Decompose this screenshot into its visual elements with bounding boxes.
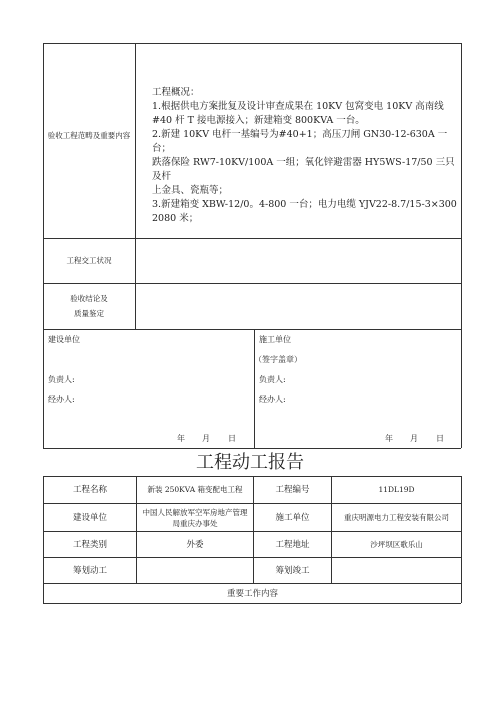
- conclusion-label: [46, 293, 132, 319]
- report-border-right: [461, 476, 462, 603]
- project-number-value: 11DL19D: [378, 485, 415, 494]
- overview-line: 1.根据供电方案批复及设计审查成果在 10KV 包窝变电 10KV 高南线: [152, 101, 444, 112]
- work-content-label: 重要工作内容: [226, 588, 278, 599]
- scope-label: 验收工程范畴及重要内容: [47, 131, 131, 140]
- left-principal-label: 负责人:: [48, 375, 75, 384]
- overview-line: 跌落保险 RW7-10KV/100A 一组；氧化锌避雷器 HY5WS-17/50 三只及杆: [152, 157, 455, 182]
- planned-start-label: 筹划动工: [72, 565, 107, 576]
- overview-line: #40 杆 T 接电源接入；新建箱变 800KVA 一台。: [152, 115, 365, 126]
- contractor-value: 重庆明源电力工程安装有限公司: [344, 512, 449, 522]
- left-handler-label: 经办人:: [48, 395, 75, 404]
- project-overview: [152, 86, 457, 226]
- right-month: 月: [410, 434, 418, 443]
- construction-unit-label: 建设单位: [72, 512, 107, 523]
- planned-completion-value: [332, 558, 461, 583]
- contractor-unit-label: 施工单位: [259, 335, 291, 344]
- conclusion-label-line-1: 验收结论及: [70, 294, 108, 303]
- label-column-divider: [135, 43, 136, 329]
- project-address-label: 工程地址: [275, 539, 310, 550]
- conclusion-label-line-2: 质量鉴定: [74, 309, 104, 318]
- overview-line: 上金具、瓷瓶等；: [152, 185, 229, 196]
- table-border-top: [43, 43, 461, 44]
- construction-unit-value: 中国人民解放军空军房地产管理局重庆办事处: [142, 507, 248, 528]
- right-principal-label: 负责人:: [259, 375, 286, 384]
- report-border-bottom: [43, 603, 461, 604]
- sign-seal-label: （签字盖章）: [254, 355, 302, 364]
- overview-line: 2.新建 10KV 电杆一基编号为#40+1；高压刀闸 GN30-12-630A 一台；: [152, 129, 448, 154]
- report-title: 工程动工报告: [196, 452, 304, 473]
- right-year: 年: [385, 434, 393, 443]
- table-border-bottom: [43, 448, 461, 449]
- right-handler-label: 经办人:: [259, 395, 286, 404]
- handover-label: 工程交工状况: [66, 256, 112, 265]
- signature-column-divider: [254, 329, 255, 448]
- project-address-value: 沙坪坝区歌乐山: [370, 539, 423, 549]
- project-name-value: 新装 250KVA 箱变配电工程: [147, 485, 243, 494]
- left-month: 月: [202, 434, 210, 443]
- left-year: 年: [177, 434, 185, 443]
- construction-unit-label: 建设单位: [48, 335, 80, 344]
- overview-line: 工程概况：: [152, 87, 200, 98]
- table-border-right: [461, 43, 462, 448]
- project-name-label: 工程名称: [72, 485, 107, 495]
- table-border-left: [43, 43, 44, 448]
- row-divider-2: [43, 283, 461, 284]
- project-category-value: 外委: [186, 539, 204, 550]
- overview-line: 3.新建箱变 XBW-12/0。4-800 一台；电力电缆 YJV22-8.7/15-3×300: [152, 199, 457, 210]
- row-divider-1: [43, 238, 461, 239]
- planned-start-value: [137, 558, 253, 583]
- project-category-label: 工程类别: [72, 539, 107, 550]
- planned-completion-label: 筹划竣工: [275, 565, 310, 576]
- right-day: 日: [436, 434, 444, 443]
- contractor-label: 施工单位: [275, 512, 310, 523]
- row-divider-3: [43, 329, 461, 330]
- overview-line: 2080 米；: [152, 213, 199, 224]
- left-day: 日: [228, 434, 236, 443]
- project-number-label: 工程编号: [275, 485, 310, 495]
